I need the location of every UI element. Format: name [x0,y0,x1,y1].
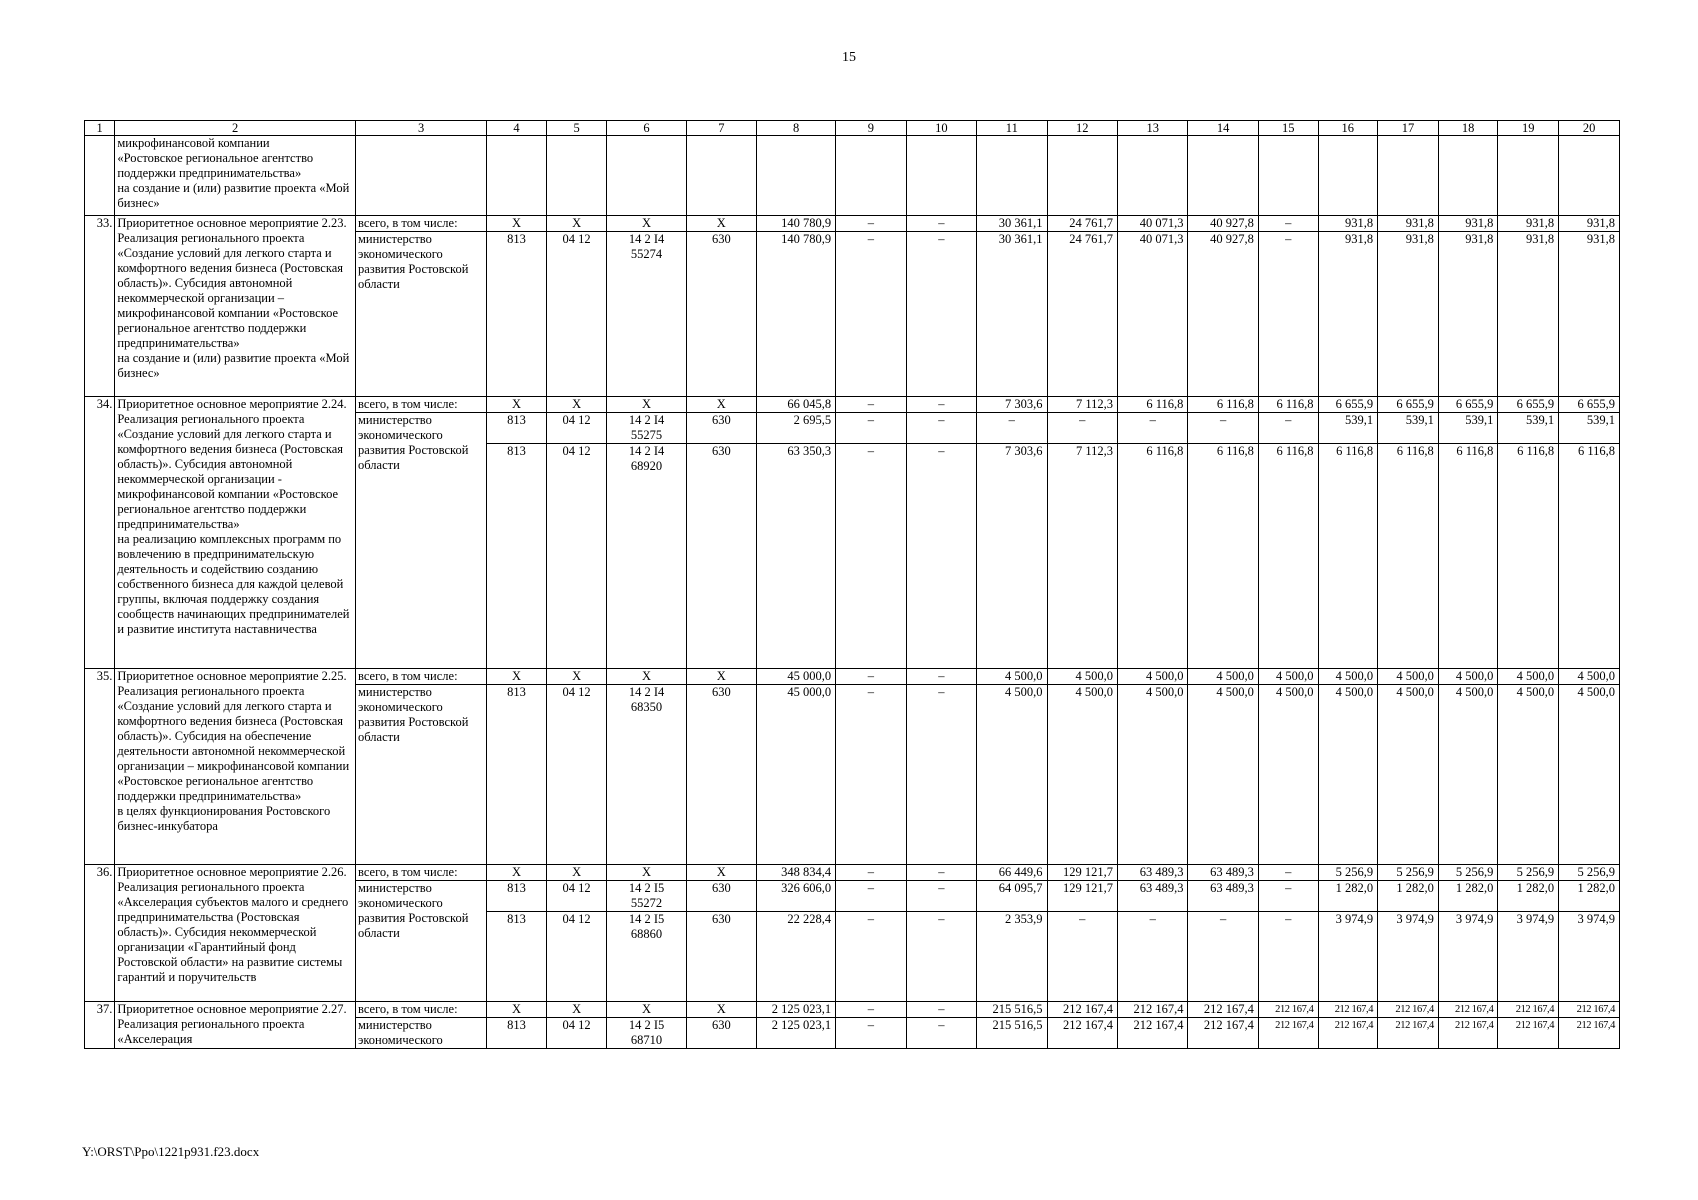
table-cell: – [1258,232,1318,397]
table-cell: – [1047,912,1117,1002]
item-description: Приоритетное основное мероприятие 2.26. Реализация регионального проекта «Акселерация субъектов малого и среднего предпринимательства (Ростовская область)». Субсидия некоммерческой организации «Гарантийный фонд Ростовской области» на развитие системы гарантий и поручительств [115,865,356,1002]
table-cell: 30 361,1 [977,232,1047,397]
table-cell [1378,136,1439,216]
table-cell: 813 [487,685,547,865]
table-cell: 931,8 [1559,216,1620,232]
table-cell: – [1188,413,1258,444]
table-cell: – [1258,912,1318,1002]
column-number: 13 [1117,121,1187,136]
table-cell [977,136,1047,216]
table-cell: – [906,397,976,413]
table-cell: 6 116,8 [1188,444,1258,669]
table-cell: 140 780,9 [757,232,836,397]
table-cell: 5 256,9 [1498,865,1559,881]
column-number: 4 [487,121,547,136]
table-cell: X [546,1002,607,1018]
table-cell: – [1188,912,1258,1002]
table-cell: 4 500,0 [1117,685,1187,865]
table-cell: 3 974,9 [1318,912,1378,1002]
table-cell: 212 167,4 [1047,1018,1117,1049]
table-cell: 6 655,9 [1559,397,1620,413]
table-cell: 6 655,9 [1378,397,1439,413]
table-cell [1498,136,1559,216]
table-cell: 14 2 I4 55274 [607,232,686,397]
table-cell: 04 12 [546,685,607,865]
table-cell: 63 489,3 [1188,865,1258,881]
item-description: Приоритетное основное мероприятие 2.27. Реализация регионального проекта «Акселерация [115,1002,356,1049]
table-cell: 212 167,4 [1047,1002,1117,1018]
table-cell: 7 303,6 [977,444,1047,669]
table-cell: 4 500,0 [1559,685,1620,865]
table-cell: 4 500,0 [1258,669,1318,685]
table-cell: 129 121,7 [1047,865,1117,881]
table-cell: 931,8 [1498,232,1559,397]
table-cell: 212 167,4 [1188,1002,1258,1018]
table-cell: 6 116,8 [1258,444,1318,669]
continuation-text: микрофинансовой компании «Ростовское региональное агентство поддержки предпринимательства» на создание и (или) развитие проекта «Мой бизнес» [115,136,356,216]
table-cell: – [836,397,906,413]
column-number: 14 [1188,121,1258,136]
table-cell: 6 655,9 [1498,397,1559,413]
table-cell: 630 [686,444,756,669]
table-cell [1258,136,1318,216]
table-cell: 813 [487,912,547,1002]
column-number: 6 [607,121,686,136]
table-cell: X [607,865,686,881]
table-cell: X [546,669,607,685]
table-cell: 1 282,0 [1438,881,1498,912]
table-cell: 212 167,4 [1378,1002,1439,1018]
table-cell: – [906,216,976,232]
table-cell: 04 12 [546,912,607,1002]
table-cell: 63 489,3 [1188,881,1258,912]
column-number: 15 [1258,121,1318,136]
table-cell: – [1258,865,1318,881]
table-cell: 539,1 [1378,413,1439,444]
table-cell: 813 [487,881,547,912]
table-cell: – [836,669,906,685]
table-cell: 24 761,7 [1047,232,1117,397]
table-cell: 1 282,0 [1378,881,1439,912]
table-cell: 4 500,0 [1047,685,1117,865]
table-cell: 6 116,8 [1258,397,1318,413]
table-cell: 3 974,9 [1559,912,1620,1002]
table-cell: 931,8 [1498,216,1559,232]
table-cell: 64 095,7 [977,881,1047,912]
table-cell: 4 500,0 [1117,669,1187,685]
table-cell: – [906,669,976,685]
continuation-row [85,136,1620,216]
item-description: Приоритетное основное мероприятие 2.24. Реализация регионального проекта «Создание условий для легкого старта и комфортного ведения бизнеса (Ростовская область)». Субсидия автономной некоммерческой организации - микрофинансовой компании «Ростовское региональное агентство поддержки предпринимательства» на реализацию комплексных программ по вовлечению в предпринимательскую деятельность и содействию созданию собственного бизнеса для каждой целевой группы, включая поддержку создания сообществ начинающих предпринимателей и развитие института наставничества [115,397,356,669]
column-number: 10 [906,121,976,136]
table-cell: X [546,865,607,881]
table-cell: 6 116,8 [1438,444,1498,669]
column-number: 1 [85,121,115,136]
table-cell: 931,8 [1378,216,1439,232]
table-cell: – [836,865,906,881]
table-cell [1318,136,1378,216]
table-cell: 215 516,5 [977,1018,1047,1049]
item-description: Приоритетное основное мероприятие 2.23. Реализация регионального проекта «Создание условий для легкого старта и комфортного ведения бизнеса (Ростовская область)». Субсидия автономной некоммерческой организации – микрофинансовой компании «Ростовское региональное агентство поддержки предпринимательства» на создание и (или) развитие проекта «Мой бизнес» [115,216,356,397]
table-cell: 539,1 [1498,413,1559,444]
table-cell: 4 500,0 [1318,669,1378,685]
table-cell: X [607,397,686,413]
table-cell: 4 500,0 [1378,669,1439,685]
table-cell: 7 112,3 [1047,444,1117,669]
table-cell: 3 974,9 [1378,912,1439,1002]
column-number: 7 [686,121,756,136]
table-cell: 2 125 023,1 [757,1002,836,1018]
table-cell [1438,136,1498,216]
total-label: всего, в том числе: [356,669,487,685]
executor: министерство экономического развития Ростовской области [356,685,487,865]
table-cell [757,136,836,216]
table-cell: X [686,865,756,881]
table-cell: – [836,685,906,865]
table-cell: 931,8 [1438,232,1498,397]
table-cell: – [1258,216,1318,232]
table-cell: 4 500,0 [1498,669,1559,685]
column-number: 12 [1047,121,1117,136]
table-cell [85,136,115,216]
item-number: 34. [85,397,115,669]
table-cell: 212 167,4 [1258,1002,1318,1018]
table-cell: 04 12 [546,1018,607,1049]
table-cell: 4 500,0 [1438,669,1498,685]
table-cell: – [1258,413,1318,444]
column-number: 18 [1438,121,1498,136]
table-cell: 630 [686,1018,756,1049]
table-cell: 813 [487,1018,547,1049]
item-number: 33. [85,216,115,397]
table-cell: X [607,216,686,232]
table-cell: – [836,1002,906,1018]
table-cell: 212 167,4 [1117,1018,1187,1049]
table-cell: X [686,1002,756,1018]
column-numbers-row [85,121,1620,136]
table-cell: – [1258,881,1318,912]
table-cell: – [1117,413,1187,444]
table-cell: 212 167,4 [1559,1002,1620,1018]
table-cell: X [607,1002,686,1018]
page-number: 15 [842,50,856,65]
table-cell: 1 282,0 [1498,881,1559,912]
table-cell: 212 167,4 [1438,1002,1498,1018]
item-total-row [85,216,1620,232]
table-cell: 30 361,1 [977,216,1047,232]
table-cell: 1 282,0 [1559,881,1620,912]
column-number: 2 [115,121,356,136]
item-number: 35. [85,669,115,865]
column-number: 19 [1498,121,1559,136]
table-cell: 931,8 [1378,232,1439,397]
executor: министерство экономического [356,1018,487,1049]
total-label: всего, в том числе: [356,865,487,881]
table-cell: 4 500,0 [977,669,1047,685]
column-number: 3 [356,121,487,136]
table-cell: 5 256,9 [1438,865,1498,881]
table-cell: 813 [487,444,547,669]
table-cell: 22 228,4 [757,912,836,1002]
table-cell: 40 071,3 [1117,232,1187,397]
table-cell: 2 125 023,1 [757,1018,836,1049]
executor: министерство экономического развития Ростовской области [356,881,487,1002]
table-cell: 931,8 [1438,216,1498,232]
table-cell: 129 121,7 [1047,881,1117,912]
table-cell: – [836,444,906,669]
table-cell: 2 695,5 [757,413,836,444]
table-cell: 14 2 I4 68920 [607,444,686,669]
table-cell: – [906,444,976,669]
table-cell: 539,1 [1438,413,1498,444]
table-cell: 5 256,9 [1559,865,1620,881]
column-number: 9 [836,121,906,136]
table-cell: 630 [686,685,756,865]
table-cell: 14 2 I5 68860 [607,912,686,1002]
table-cell: X [686,216,756,232]
table-cell [487,136,547,216]
table-cell: 4 500,0 [1188,669,1258,685]
table-cell: 4 500,0 [1318,685,1378,865]
table-cell: – [906,881,976,912]
table-cell: 212 167,4 [1559,1018,1620,1049]
table-cell: 931,8 [1318,216,1378,232]
table-cell: – [977,413,1047,444]
table-cell [1047,136,1117,216]
total-label: всего, в том числе: [356,397,487,413]
item-total-row [85,865,1620,881]
table-cell: 140 780,9 [757,216,836,232]
table-cell: 212 167,4 [1188,1018,1258,1049]
column-number: 16 [1318,121,1378,136]
table-cell [1188,136,1258,216]
table-cell: 45 000,0 [757,669,836,685]
table-cell: 6 655,9 [1318,397,1378,413]
table-cell: 630 [686,413,756,444]
table-cell: X [487,865,547,881]
table-cell: 40 071,3 [1117,216,1187,232]
table-cell [546,136,607,216]
table-cell: – [906,912,976,1002]
table-cell: X [487,669,547,685]
table-cell: – [906,232,976,397]
item-total-row [85,669,1620,685]
table-cell: 24 761,7 [1047,216,1117,232]
table-cell: 14 2 I5 68710 [607,1018,686,1049]
table-cell: – [906,1018,976,1049]
table-cell [686,136,756,216]
table-cell: 6 116,8 [1559,444,1620,669]
table-cell: 212 167,4 [1498,1002,1559,1018]
budget-table [84,120,1620,1049]
table-cell: 212 167,4 [1378,1018,1439,1049]
table-cell: 4 500,0 [1258,685,1318,865]
table-cell [906,136,976,216]
table-cell: 539,1 [1318,413,1378,444]
table-cell: 7 303,6 [977,397,1047,413]
item-description: Приоритетное основное мероприятие 2.25. Реализация регионального проекта «Создание условий для легкого старта и комфортного ведения бизнеса (Ростовская область)». Субсидия на обеспечение деятельности автономной некоммерческой организации – микрофинансовой компании «Ростовское региональное агентство поддержки предпринимательства» в целях функционирования Ростовского бизнес-инкубатора [115,669,356,865]
table-cell: 6 116,8 [1378,444,1439,669]
table-cell: 6 116,8 [1318,444,1378,669]
table-cell: 813 [487,413,547,444]
table-cell: X [487,216,547,232]
table-cell: – [836,413,906,444]
table-cell: 40 927,8 [1188,232,1258,397]
table-cell: 04 12 [546,881,607,912]
table-cell: 4 500,0 [1559,669,1620,685]
column-number: 17 [1378,121,1439,136]
table-cell [607,136,686,216]
table-cell: 212 167,4 [1438,1018,1498,1049]
table-cell: 6 116,8 [1188,397,1258,413]
table-cell: 63 489,3 [1117,865,1187,881]
table-cell: 6 655,9 [1438,397,1498,413]
table-cell: 7 112,3 [1047,397,1117,413]
table-cell: X [686,397,756,413]
table-cell: 6 116,8 [1117,397,1187,413]
table-cell: 14 2 I5 55272 [607,881,686,912]
table-cell: – [906,685,976,865]
table-cell: 66 045,8 [757,397,836,413]
table-cell: 539,1 [1559,413,1620,444]
table-cell [836,136,906,216]
table-cell: X [487,1002,547,1018]
table-cell: – [836,1018,906,1049]
table-cell: 4 500,0 [1378,685,1439,865]
table-cell: 212 167,4 [1318,1018,1378,1049]
table-cell: 40 927,8 [1188,216,1258,232]
table-cell: 63 489,3 [1117,881,1187,912]
table-cell [1117,136,1187,216]
table-cell: 4 500,0 [1438,685,1498,865]
table-cell: 6 116,8 [1498,444,1559,669]
table-cell: 1 282,0 [1318,881,1378,912]
total-label: всего, в том числе: [356,216,487,232]
table-cell: 14 2 I4 55275 [607,413,686,444]
table-cell: 931,8 [1318,232,1378,397]
table-cell: 6 116,8 [1117,444,1187,669]
table-cell: 66 449,6 [977,865,1047,881]
table-cell: X [607,669,686,685]
table-cell: 212 167,4 [1498,1018,1559,1049]
table-cell: X [546,397,607,413]
table-cell: 3 974,9 [1438,912,1498,1002]
table-cell: – [836,912,906,1002]
table-cell: 63 350,3 [757,444,836,669]
file-path: Y:\ORST\Ppo\1221p931.f23.docx [82,1144,260,1159]
table-cell: 2 353,9 [977,912,1047,1002]
table-cell: 4 500,0 [1047,669,1117,685]
table-cell: 348 834,4 [757,865,836,881]
column-number: 11 [977,121,1047,136]
table-cell: – [906,865,976,881]
item-total-row [85,397,1620,413]
table-cell: 630 [686,912,756,1002]
executor: министерство экономического развития Ростовской области [356,413,487,669]
table-cell: – [1117,912,1187,1002]
table-cell: 4 500,0 [1188,685,1258,865]
item-number: 37. [85,1002,115,1049]
table-cell: – [836,881,906,912]
column-number: 5 [546,121,607,136]
table-cell: 45 000,0 [757,685,836,865]
table-cell [356,136,487,216]
table-cell: – [906,1002,976,1018]
table-cell: X [686,669,756,685]
table-cell: 326 606,0 [757,881,836,912]
table-cell: 5 256,9 [1318,865,1378,881]
table-cell: – [1047,413,1117,444]
table-cell: 212 167,4 [1258,1018,1318,1049]
table-cell: 04 12 [546,444,607,669]
table-cell: 215 516,5 [977,1002,1047,1018]
table-cell: 931,8 [1559,232,1620,397]
table-cell [1559,136,1620,216]
table-cell: 5 256,9 [1378,865,1439,881]
table-cell: 04 12 [546,413,607,444]
table-cell: 4 500,0 [977,685,1047,865]
item-number: 36. [85,865,115,1002]
table-cell: X [487,397,547,413]
table-cell: 813 [487,232,547,397]
table-cell: 14 2 I4 68350 [607,685,686,865]
table-cell: X [546,216,607,232]
executor: министерство экономического развития Ростовской области [356,232,487,397]
table-cell: – [906,413,976,444]
total-label: всего, в том числе: [356,1002,487,1018]
column-number: 20 [1559,121,1620,136]
table-cell: 04 12 [546,232,607,397]
table-cell: 630 [686,232,756,397]
table-cell: 212 167,4 [1318,1002,1378,1018]
table-cell: 3 974,9 [1498,912,1559,1002]
table-cell: 630 [686,881,756,912]
table-cell: 4 500,0 [1498,685,1559,865]
table-cell: – [836,216,906,232]
table-cell: – [836,232,906,397]
column-number: 8 [757,121,836,136]
table-cell: 212 167,4 [1117,1002,1187,1018]
item-total-row [85,1002,1620,1018]
